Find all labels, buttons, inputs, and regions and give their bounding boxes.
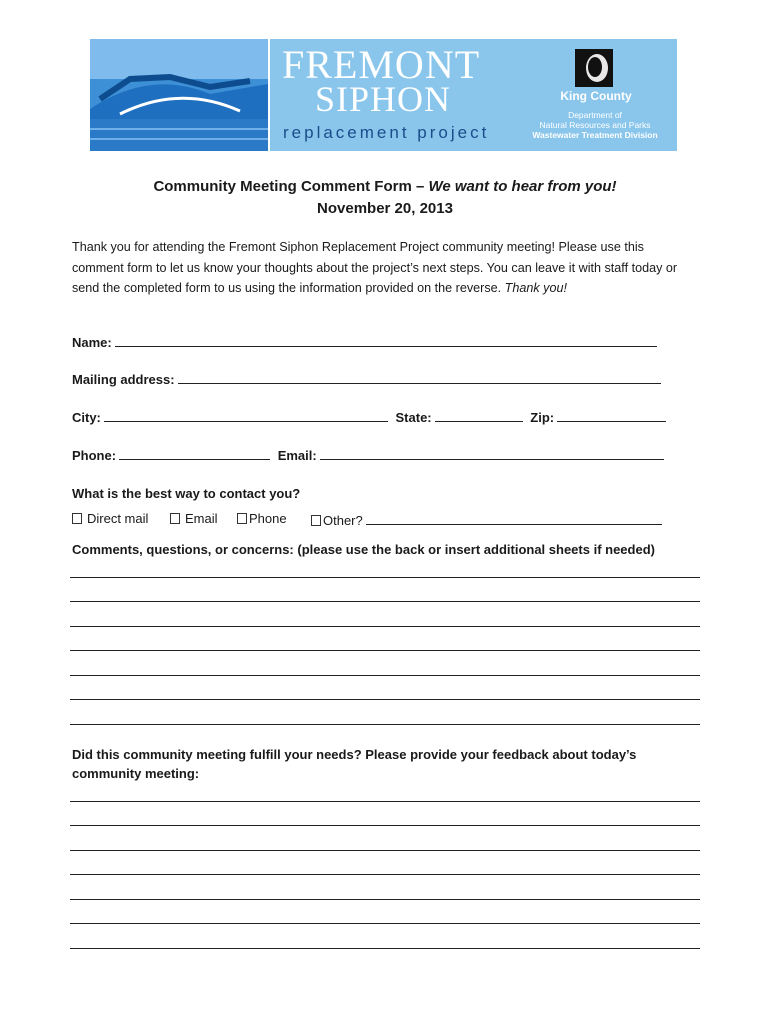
name-field[interactable] [115, 334, 657, 347]
feedback-line[interactable] [70, 899, 700, 900]
form-title-text: Community Meeting Comment Form – [153, 178, 429, 195]
feedback-line[interactable] [70, 948, 700, 949]
banner-title-line2: SIPHON [315, 79, 452, 119]
option-phone[interactable] [237, 511, 287, 526]
dept-line-2: Natural Resources and Parks [539, 120, 651, 130]
comment-line[interactable] [70, 577, 700, 578]
email-label: Email: [277, 448, 317, 463]
city-row [72, 409, 666, 425]
city-field[interactable] [104, 409, 388, 422]
comments-heading: Comments, questions, or concerns: (please use the back or insert additional sheets if needed) [72, 542, 655, 557]
mailing-address-field[interactable] [178, 371, 661, 384]
dept-line-3: Wastewater Treatment Division [532, 130, 658, 140]
banner-title-line1: FREMONT [282, 42, 481, 87]
feedback-heading: Did this community meeting fulfill your needs? Please provide your feedback about today’s community meeting: [72, 747, 637, 781]
option-label: Direct mail [87, 511, 149, 526]
option-other[interactable] [311, 512, 662, 528]
intro-text: Thank you for attending the Fremont Siphon Replacement Project community meeting! Please use this comment form to let us know your thoughts about the project’s next steps. You can leave it with staff today or send the completed form to us using the information provided on the reverse. [72, 240, 678, 295]
checkbox-icon[interactable] [311, 515, 321, 526]
option-email[interactable] [170, 511, 218, 526]
checkbox-icon[interactable] [72, 513, 82, 524]
dept-line-1: Department of [568, 110, 622, 120]
king-county-logo-icon [575, 49, 613, 87]
feedback-line[interactable] [70, 874, 700, 875]
email-field[interactable] [320, 447, 664, 460]
mailing-row [72, 371, 661, 387]
option-direct-mail[interactable] [72, 511, 148, 526]
form-title [0, 178, 770, 195]
banner-subtitle: replacement project [283, 123, 490, 142]
project-banner [90, 39, 677, 151]
state-label: State: [395, 410, 432, 425]
comment-line[interactable] [70, 626, 700, 627]
intro-paragraph [72, 237, 697, 299]
name-label: Name: [72, 335, 112, 350]
comment-line[interactable] [70, 601, 700, 602]
feedback-line[interactable] [70, 850, 700, 851]
option-label: Email [185, 511, 218, 526]
other-field[interactable] [366, 512, 662, 525]
option-label: Other? [323, 513, 363, 528]
org-name: King County [560, 89, 632, 103]
phone-row [72, 447, 664, 463]
intro-closing: Thank you! [504, 281, 567, 295]
mailing-label: Mailing address: [72, 372, 175, 387]
department-text [520, 110, 670, 140]
zip-field[interactable] [557, 409, 666, 422]
checkbox-icon[interactable] [170, 513, 180, 524]
phone-label: Phone: [72, 448, 117, 463]
name-row [72, 334, 657, 350]
checkbox-icon[interactable] [237, 513, 247, 524]
city-label: City: [72, 410, 101, 425]
feedback-line[interactable] [70, 923, 700, 924]
option-label: Phone [249, 511, 287, 526]
phone-field[interactable] [119, 447, 270, 460]
form-title-italic: We want to hear from you! [428, 178, 617, 195]
comment-line[interactable] [70, 675, 700, 676]
comment-line[interactable] [70, 650, 700, 651]
form-date: November 20, 2013 [317, 200, 453, 217]
state-field[interactable] [435, 409, 523, 422]
zip-label: Zip: [530, 410, 555, 425]
contact-question: What is the best way to contact you? [72, 486, 301, 501]
comment-line[interactable] [70, 699, 700, 700]
feedback-line[interactable] [70, 825, 700, 826]
feedback-line[interactable] [70, 801, 700, 802]
comment-line[interactable] [70, 724, 700, 725]
